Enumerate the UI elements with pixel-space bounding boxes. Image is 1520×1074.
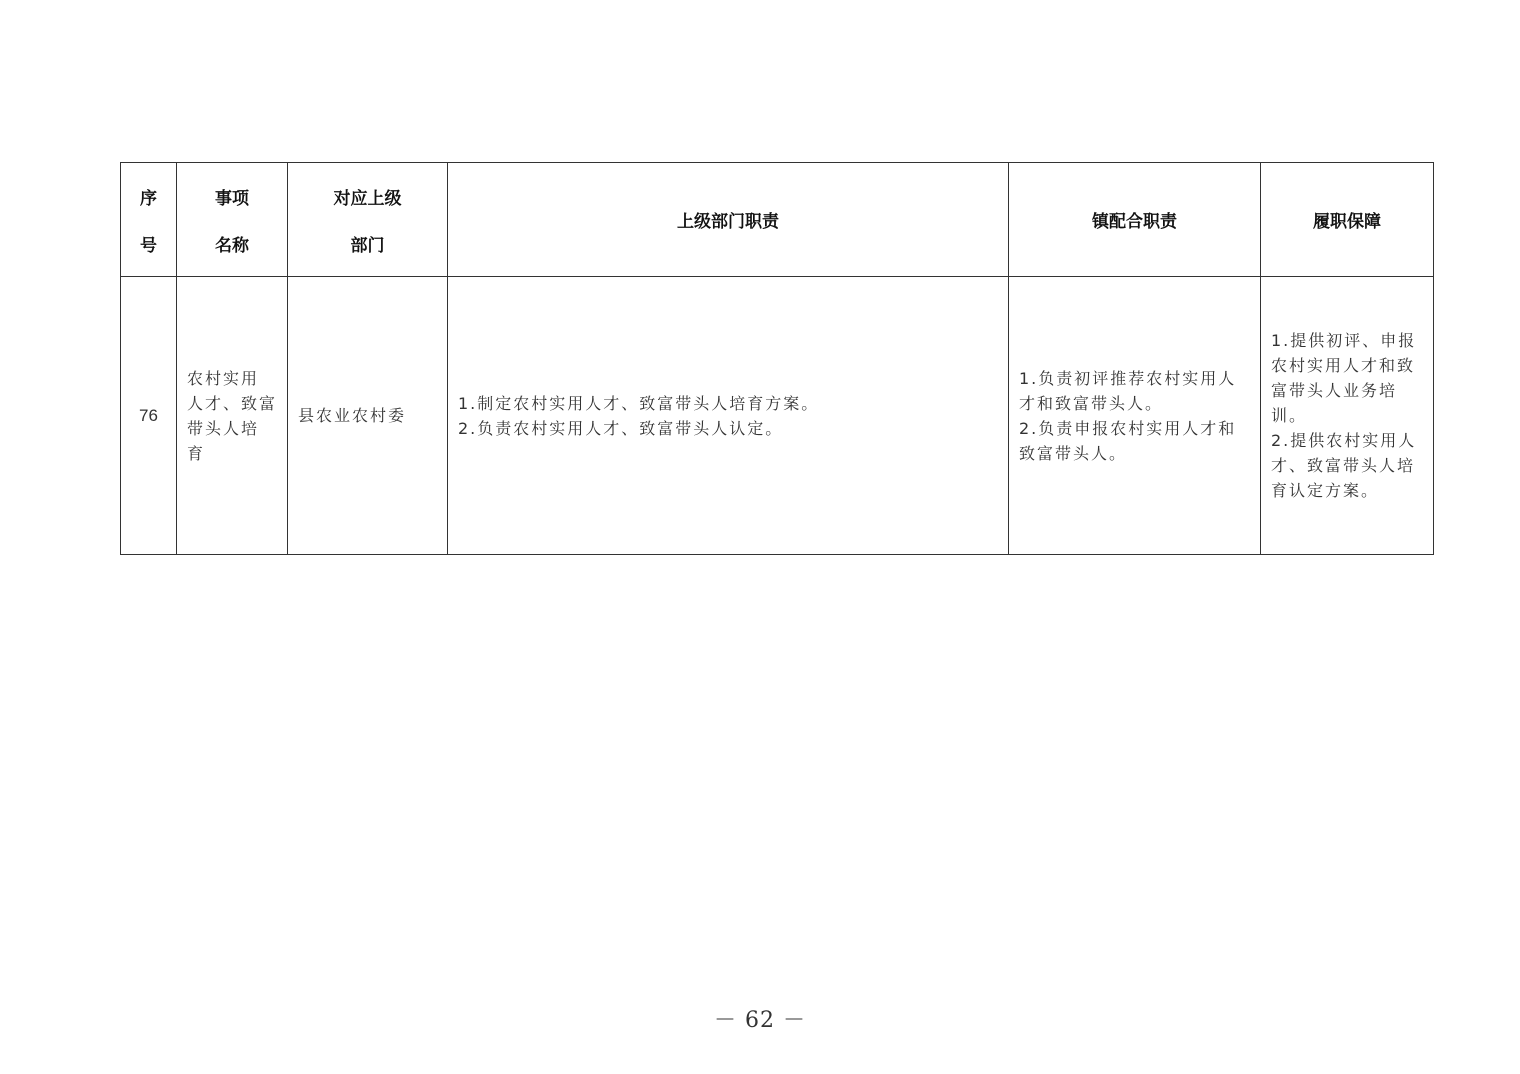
- town-duty-line-1: 1.负责初评推荐农村实用人: [1019, 368, 1237, 388]
- cell-town-duty: [1009, 277, 1261, 555]
- town-duty-line-4: 致富带头人。: [1019, 443, 1128, 463]
- guarantee-line-5: 2.提供农村实用人: [1271, 431, 1417, 450]
- cell-seq: 76: [121, 277, 177, 555]
- header-seq-line-2: 号: [140, 235, 157, 256]
- header-seq-line-1: 序: [140, 188, 157, 209]
- header-dept-line-1: 对应上级: [333, 188, 402, 209]
- cell-item-line-4: 育: [187, 443, 206, 463]
- duty-table: [120, 162, 1434, 555]
- guarantee-line-1: 1.提供初评、申报: [1271, 331, 1417, 350]
- header-town-duty: 镇配合职责: [1009, 163, 1261, 277]
- header-item: [177, 163, 288, 277]
- cell-item-line-1: 农村实用: [187, 368, 260, 388]
- cell-guarantee: [1261, 277, 1434, 555]
- guarantee-line-7: 育认定方案。: [1271, 481, 1380, 500]
- header-row: [121, 163, 1434, 277]
- header-item-line-2: 名称: [215, 235, 249, 256]
- header-upper-duty: 上级部门职责: [448, 163, 1009, 277]
- header-guarantee: 履职保障: [1261, 163, 1434, 277]
- header-dept-line-2: 部门: [350, 235, 385, 256]
- header-dept: [288, 163, 448, 277]
- upper-duty-line-2: 2.负责农村实用人才、致富带头人认定。: [458, 418, 784, 438]
- cell-item-line-2: 人才、致富: [187, 393, 278, 413]
- upper-duty-line-1: 1.制定农村实用人才、致富带头人培育方案。: [458, 393, 820, 413]
- guarantee-line-6: 才、致富带头人培: [1271, 456, 1416, 475]
- guarantee-line-3: 富带头人业务培: [1271, 381, 1398, 400]
- town-duty-line-2: 才和致富带头人。: [1019, 393, 1164, 413]
- header-seq: [121, 163, 177, 277]
- table-row: [121, 277, 1434, 555]
- header-item-line-1: 事项: [215, 188, 249, 209]
- guarantee-line-2: 农村实用人才和致: [1271, 356, 1416, 375]
- cell-item-line-3: 带头人培: [187, 418, 260, 438]
- page-number: － 62 －: [714, 1008, 806, 1033]
- cell-dept: 县农业农村委: [288, 277, 448, 555]
- town-duty-line-3: 2.负责申报农村实用人才和: [1019, 418, 1237, 438]
- cell-item-name: [177, 277, 288, 555]
- guarantee-line-4: 训。: [1271, 406, 1308, 425]
- cell-upper-duty: [448, 277, 1009, 555]
